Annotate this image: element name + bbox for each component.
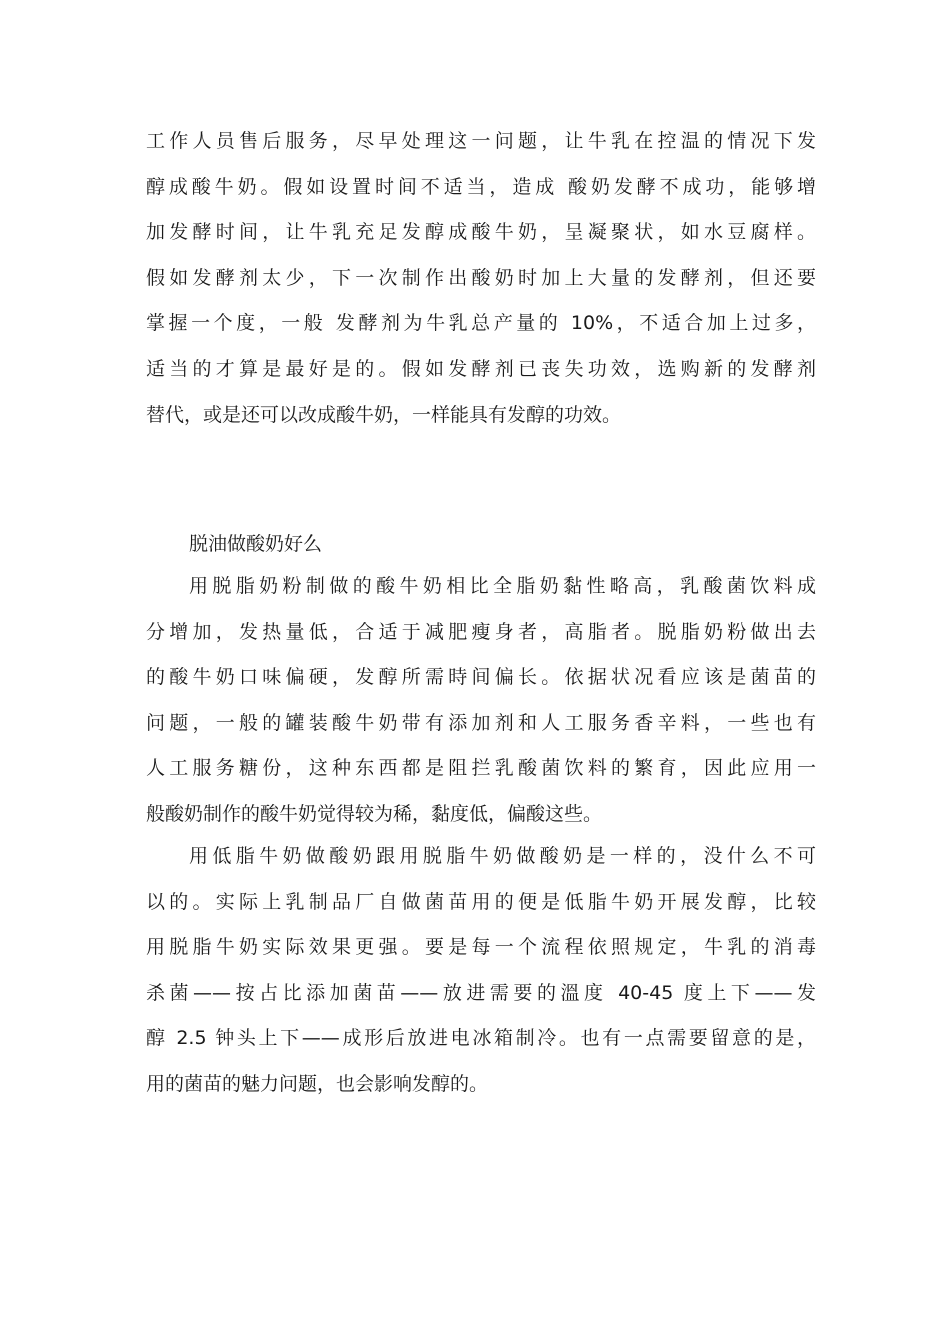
text-line: 用脱脂牛奶实际效果更强。要是每一个流程依照规定，牛乳的消毒	[146, 936, 816, 959]
text-line: 用低脂牛奶做酸奶跟用脱脂牛奶做酸奶是一样的，没什么不可	[189, 845, 816, 867]
text-line: 替代，或是还可以改成酸牛奶，一样能具有发醇的功效。	[146, 403, 622, 426]
text-line: 适当的才算是最好是的。假如发酵剂已丧失功效，选购新的发酵剂	[146, 357, 816, 380]
text-line: 用脱脂奶粉制做的酸牛奶相比全脂奶黏性略高，乳酸菌饮料成	[189, 575, 816, 597]
text-line: 分增加，发热量低，合适于减肥瘦身者，高脂者。脱脂奶粉做出去	[146, 620, 816, 643]
text-line: 工作人员售后服务，尽早处理这一问题，让牛乳在控温的情况下发	[146, 130, 816, 152]
section-heading: 脱油做酸奶好么	[189, 533, 323, 555]
text-line: 加发酵时间，让牛乳充足发醇成酸牛奶，呈凝聚状，如水豆腐样。	[146, 221, 816, 244]
text-line: 的酸牛奶口味偏硬，发醇所需時间偏长。依据状况看应该是菌苗的	[146, 666, 816, 689]
text-line: 般酸奶制作的酸牛奶觉得较为稀，黏度低，偏酸这些。	[146, 802, 603, 825]
text-line: 掌握一个度，一般 发酵剂为牛乳总产量的 10%，不适合加上过多，	[146, 312, 816, 335]
text-line: 人工服务糖份，这种东西都是阻拦乳酸菌饮料的繁育，因此应用一	[146, 757, 816, 780]
text-line: 以的。实际上乳制品厂自做菌苗用的便是低脂牛奶开展发醇，比较	[146, 890, 816, 913]
paragraph-fermentation-tips	[146, 119, 816, 438]
paragraph-low-fat-milk	[146, 834, 816, 1108]
text-line: 问题，一般的罐装酸牛奶带有添加剂和人工服务香辛料，一些也有	[146, 711, 816, 734]
text-line: 醇 2.5 钟头上下——成形后放进电冰箱制冷。也有一点需要留意的是，	[146, 1027, 816, 1050]
paragraph-skim-milk-powder	[146, 564, 816, 838]
text-line: 用的菌苗的魅力问题，也会影响发醇的。	[146, 1072, 489, 1095]
text-line: 杀菌——按占比添加菌苗——放进需要的溫度 40-45 度上下——发	[146, 981, 816, 1004]
text-line: 假如发酵剂太少，下一次制作出酸奶时加上大量的发酵剂，但还要	[146, 266, 816, 289]
text-line: 醇成酸牛奶。假如设置时间不适当，造成 酸奶发酵不成功，能够增	[146, 175, 816, 198]
